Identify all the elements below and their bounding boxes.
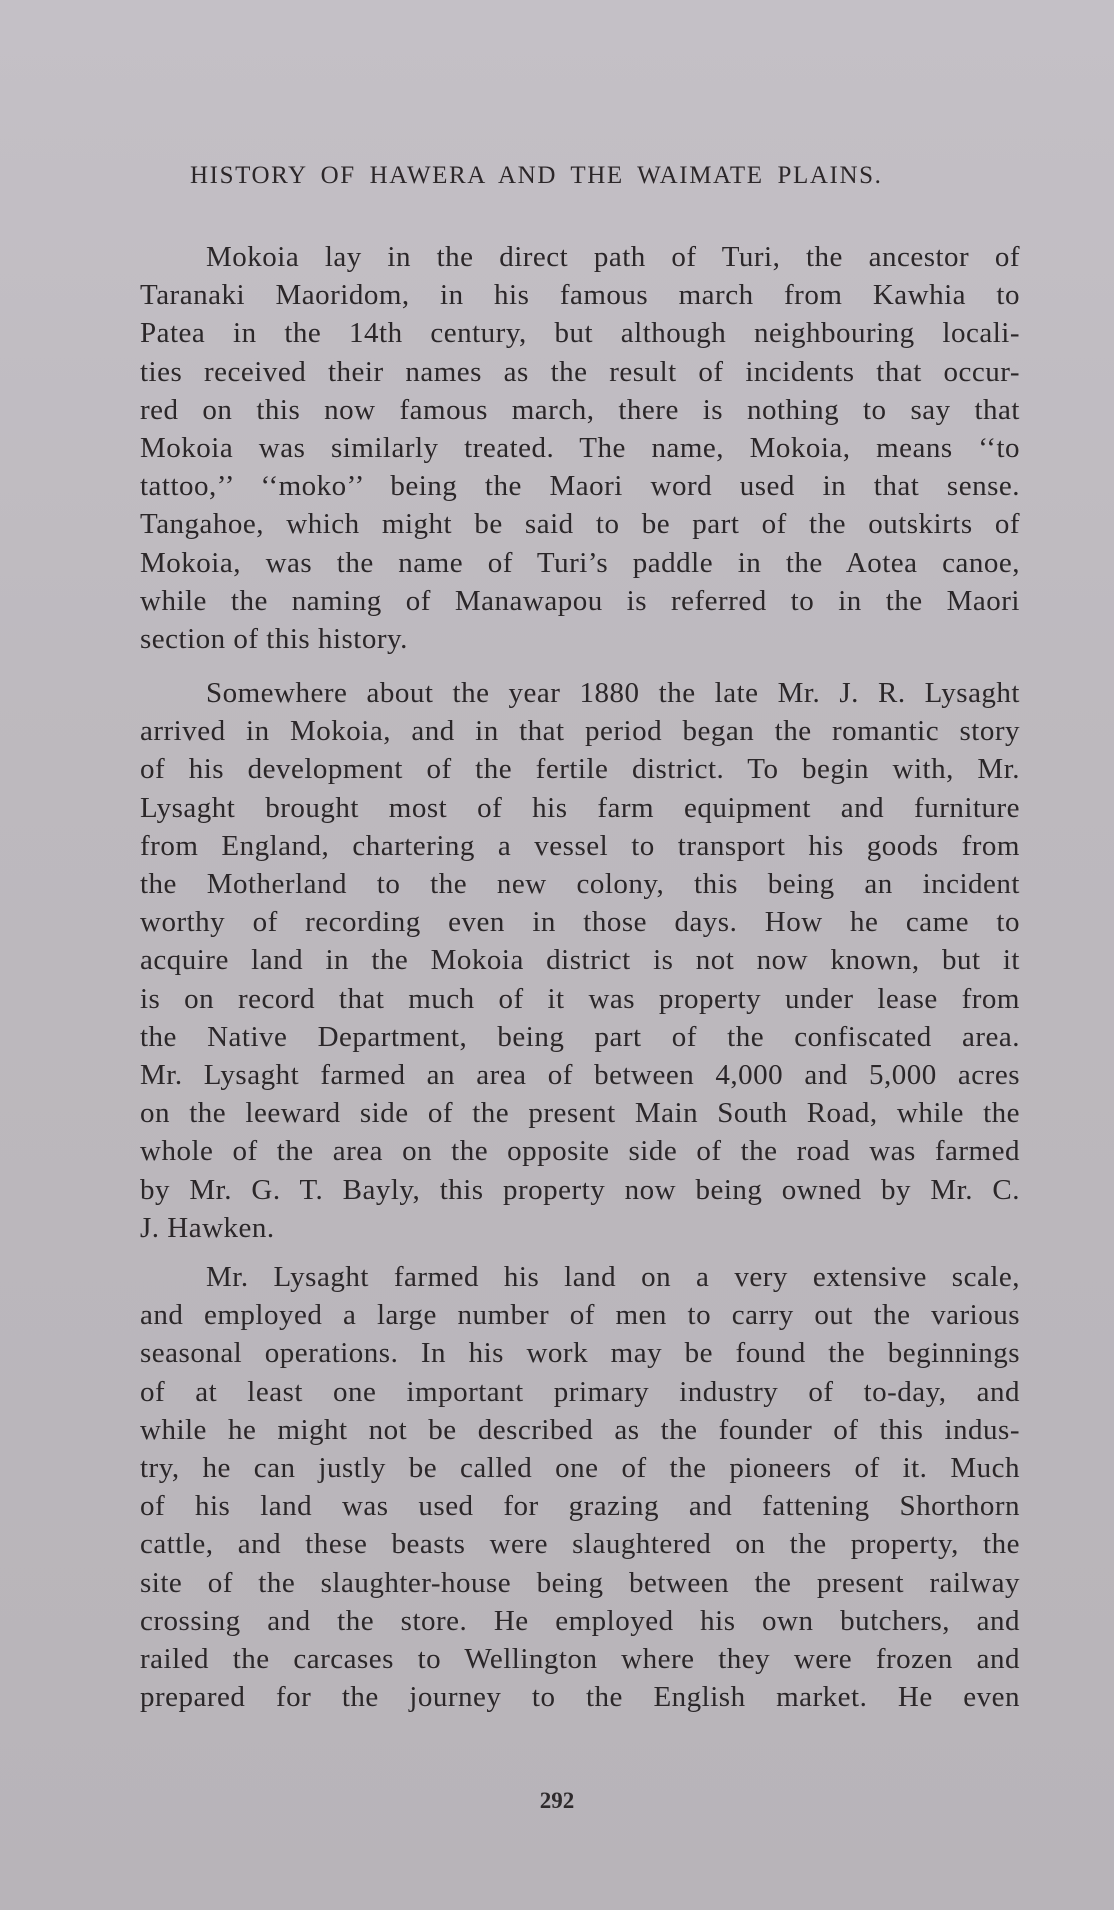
text-line: site of the slaughter-house being between the present railway [140, 1566, 1020, 1599]
text-line: the Native Department, being part of the confiscated area. [140, 1020, 1020, 1053]
text-line: arrived in Mokoia, and in that period began the romantic story [140, 715, 1020, 748]
running-head: HISTORY OF HAWERA AND THE WAIMATE PLAINS. [190, 162, 883, 189]
text-line: Patea in the 14th century, but although neighbouring locali- [140, 317, 1020, 350]
text-line: Mokoia lay in the direct path of Turi, the ancestor of [206, 241, 1020, 273]
text-line: from England, chartering a vessel to transport his goods from [140, 829, 1020, 862]
text-line: of his land was used for grazing and fattening Shorthorn [140, 1490, 1020, 1523]
text-line: tattoo,’’ ‘‘moko’’ being the Maori word used in that sense. [140, 470, 1020, 503]
paragraph-3 [140, 1258, 1020, 1716]
text-line: is on record that much of it was property under lease from [140, 982, 1020, 1015]
text-line: red on this now famous march, there is nothing to say that [140, 393, 1020, 426]
paragraph-2 [140, 674, 1020, 1247]
text-line: Mr. Lysaght farmed his land on a very extensive scale, [206, 1261, 1020, 1293]
text-line: and employed a large number of men to carry out the various [140, 1299, 1020, 1332]
text-line: section of this history. [140, 623, 408, 656]
page-number: 292 [539, 1788, 575, 1813]
text-line: Somewhere about the year 1880 the late Mr. J. R. Lysaght [206, 677, 1020, 709]
text-line: while the naming of Manawapou is referred to in the Maori [140, 584, 1020, 617]
text-line: ties received their names as the result of incidents that occur- [140, 355, 1020, 388]
text-line: of at least one important primary industry of to-day, and [140, 1375, 1020, 1408]
text-line: railed the carcases to Wellington where they were frozen and [140, 1643, 1020, 1676]
text-line: whole of the area on the opposite side of the road was farmed [140, 1135, 1020, 1168]
text-line: Taranaki Maoridom, in his famous march from Kawhia to [140, 279, 1020, 312]
text-line: by Mr. G. T. Bayly, this property now being owned by Mr. C. [140, 1173, 1020, 1206]
text-line: Mokoia was similarly treated. The name, Mokoia, means ‘‘to [140, 432, 1020, 465]
text-line: try, he can justly be called one of the pioneers of it. Much [140, 1452, 1020, 1485]
text-line: cattle, and these beasts were slaughtered on the property, the [140, 1528, 1020, 1561]
text-line: Mokoia, was the name of Turi’s paddle in the Aotea canoe, [140, 546, 1020, 579]
text-line: prepared for the journey to the English market. He even [140, 1681, 1020, 1714]
text-line: of his development of the fertile district. To begin with, Mr. [140, 753, 1020, 786]
text-line: acquire land in the Mokoia district is not now known, but it [140, 944, 1020, 977]
text-line: crossing and the store. He employed his own butchers, and [140, 1604, 1020, 1637]
text-line: the Motherland to the new colony, this being an incident [140, 868, 1020, 901]
text-line: Lysaght brought most of his farm equipment and furniture [140, 791, 1020, 824]
paragraph-1 [140, 238, 1020, 658]
text-line: while he might not be described as the founder of this indus- [140, 1413, 1020, 1446]
text-line: seasonal operations. In his work may be found the beginnings [140, 1337, 1020, 1370]
text-line: Tangahoe, which might be said to be part of the outskirts of [140, 508, 1020, 541]
text-line: J. Hawken. [140, 1211, 275, 1244]
text-line: Mr. Lysaght farmed an area of between 4,000 and 5,000 acres [140, 1059, 1020, 1092]
text-line: worthy of recording even in those days. How he came to [140, 906, 1020, 939]
text-line: on the leeward side of the present Main South Road, while the [140, 1097, 1020, 1130]
